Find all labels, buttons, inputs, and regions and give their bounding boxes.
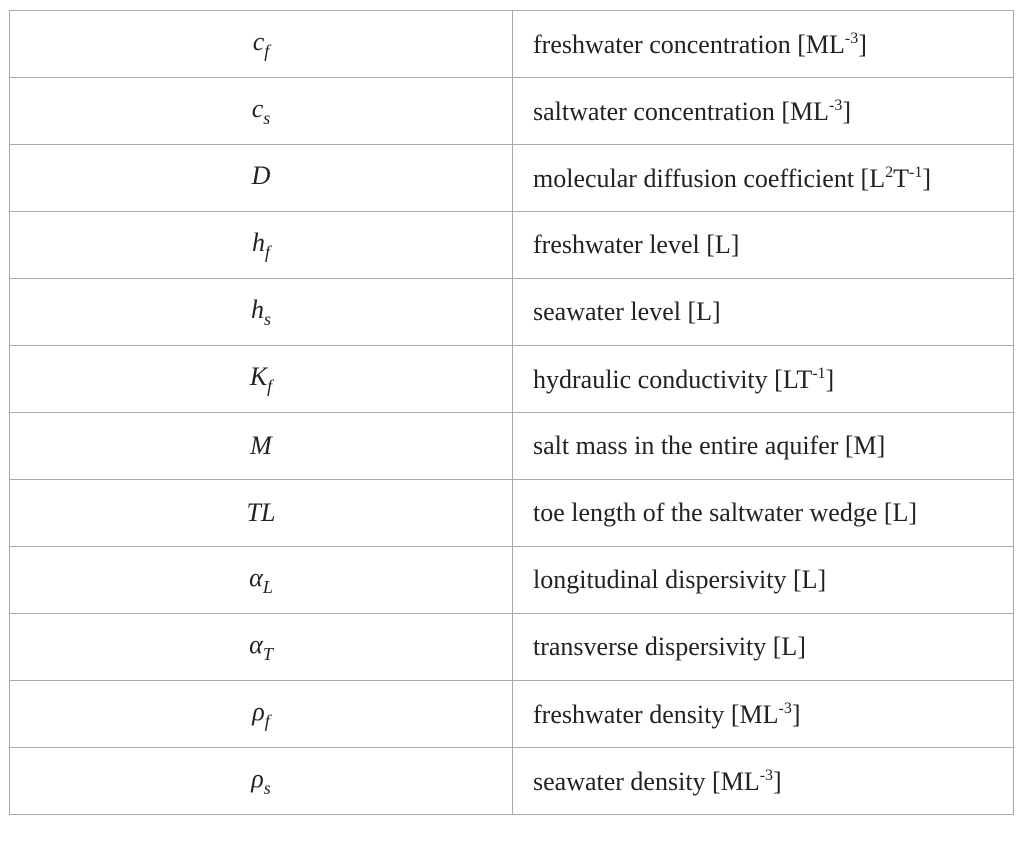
symbol-subscript: f (267, 375, 273, 396)
symbol: c (251, 93, 264, 123)
unit-tail: ] (858, 29, 867, 59)
table-row (10, 78, 1014, 145)
description: salt mass in the entire aquifer [M] (533, 431, 886, 460)
description-cell (513, 279, 1014, 346)
symbol-cell (10, 212, 513, 279)
symbol-cell (10, 748, 513, 815)
unit-mid: T (893, 163, 909, 193)
symbol: K (249, 361, 268, 391)
table-row (10, 279, 1014, 346)
symbol-subscript: s (263, 308, 271, 329)
description-cell (513, 346, 1014, 413)
unit-superscript: -3 (759, 766, 774, 784)
description: saltwater concentration [ML (533, 96, 829, 126)
table-row (10, 614, 1014, 681)
description: longitudinal dispersivity [L] (533, 565, 827, 594)
description-cell (513, 11, 1014, 78)
description: seawater density [ML (533, 766, 760, 796)
description: freshwater density [ML (533, 699, 779, 729)
description: toe length of the saltwater wedge [L] (533, 498, 918, 527)
symbol-subscript: s (263, 777, 271, 798)
symbol-cell (10, 681, 513, 748)
description: freshwater level [L] (533, 230, 740, 259)
table-row (10, 681, 1014, 748)
symbol: α (249, 629, 263, 659)
symbol-cell (10, 279, 513, 346)
unit-superscript: -1 (812, 364, 826, 382)
description: transverse dispersivity [L] (533, 632, 806, 661)
symbol-table-container (9, 10, 1014, 815)
description: hydraulic conductivity [LT (533, 364, 813, 394)
symbol-cell (10, 480, 513, 547)
unit-superscript: 2 (885, 163, 894, 181)
description-cell (513, 480, 1014, 547)
table-row (10, 748, 1014, 815)
table-row (10, 547, 1014, 614)
symbol: ρ (252, 696, 265, 726)
table-row (10, 480, 1014, 547)
description-cell (513, 145, 1014, 212)
unit-tail: ] (825, 364, 835, 394)
symbol-subscript: f (264, 40, 270, 61)
symbol-subscript: L (262, 576, 273, 597)
symbol: ρ (251, 763, 264, 793)
symbol-cell (10, 614, 513, 681)
unit-superscript: -3 (829, 96, 843, 114)
symbol-subscript: s (263, 107, 271, 128)
symbol-table (9, 10, 1014, 815)
unit-superscript-2: -1 (908, 163, 923, 181)
symbol-subscript: f (264, 241, 270, 262)
table-row (10, 413, 1014, 480)
unit-superscript: -3 (778, 699, 792, 717)
symbol-cell (10, 346, 513, 413)
description: molecular diffusion coefficient [L (533, 163, 886, 193)
symbol-cell (10, 547, 513, 614)
table-row (10, 212, 1014, 279)
description-cell (513, 614, 1014, 681)
symbol: c (252, 26, 265, 56)
symbol-cell (10, 145, 513, 212)
description: freshwater concentration [ML (533, 29, 845, 59)
symbol: h (250, 294, 264, 324)
symbol-cell (10, 78, 513, 145)
symbol: M (250, 431, 272, 460)
symbol-cell (10, 11, 513, 78)
unit-tail: ] (791, 699, 801, 729)
description-cell (513, 212, 1014, 279)
symbol: TL (246, 498, 276, 527)
unit-superscript: -3 (844, 29, 859, 47)
unit-tail: ] (773, 766, 782, 796)
description-cell (513, 547, 1014, 614)
table-row (10, 145, 1014, 212)
description: seawater level [L] (533, 297, 721, 326)
description-cell (513, 681, 1014, 748)
unit-tail: ] (922, 163, 931, 193)
symbol: α (249, 562, 263, 592)
description-cell (513, 748, 1014, 815)
table-row (10, 11, 1014, 78)
description-cell (513, 413, 1014, 480)
symbol-cell (10, 413, 513, 480)
symbol-subscript: T (262, 643, 273, 664)
unit-tail: ] (842, 96, 851, 126)
description-cell (513, 78, 1014, 145)
symbol-subscript: f (264, 710, 270, 731)
symbol: D (251, 160, 271, 190)
table-row (10, 346, 1014, 413)
symbol: h (251, 227, 265, 257)
